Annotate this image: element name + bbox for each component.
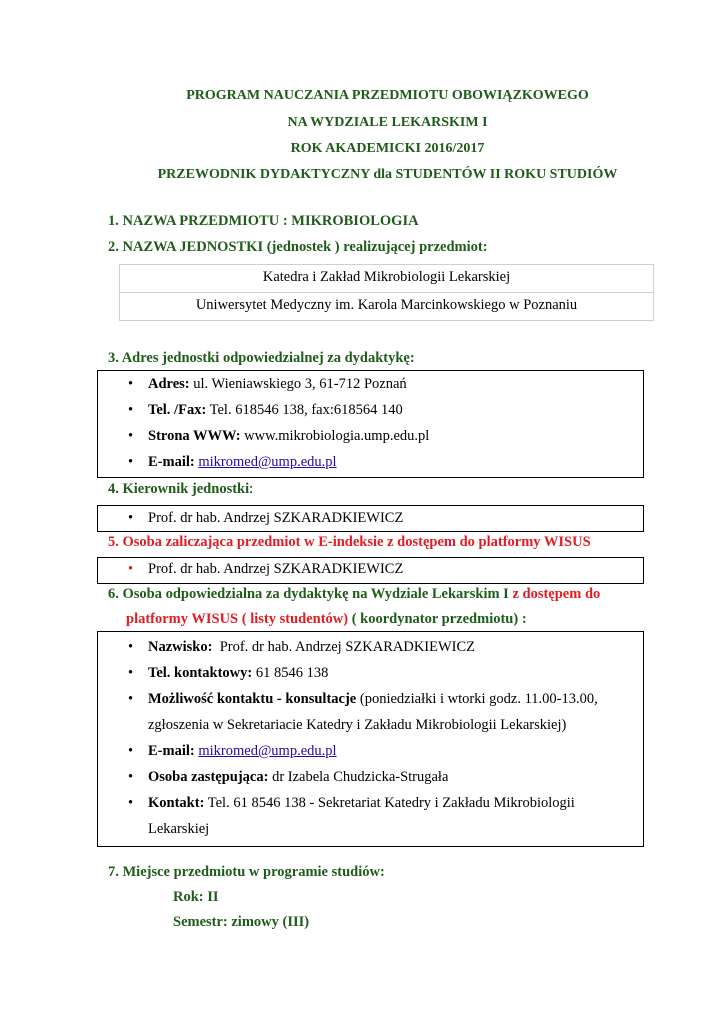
www-label: Strona WWW: bbox=[148, 428, 241, 444]
section-4-heading: 4. Kierownik jednostki: bbox=[108, 481, 254, 497]
head-person-item bbox=[98, 510, 643, 527]
email-label: E-mail: bbox=[148, 454, 195, 470]
section-3-heading: 3. Adres jednostki odpowiedzialnej za dydaktykę: bbox=[108, 350, 415, 366]
bullet-icon: • bbox=[128, 402, 134, 418]
coordinator-consult-label: Możliwość kontaktu - konsultacje bbox=[148, 691, 357, 707]
section-6-heading-cont: platformy WISUS ( listy studentów) ( koordynator przedmiotu) : bbox=[126, 611, 527, 627]
tel-item bbox=[98, 402, 643, 428]
bullet-icon: • bbox=[128, 691, 134, 707]
section-6-heading: 6. Osoba odpowiedzialna za dydaktykę na Wydziale Lekarskim I z dostępem do bbox=[108, 586, 601, 602]
grading-person-item bbox=[98, 561, 643, 578]
head-box bbox=[97, 505, 644, 532]
bullet-icon: • bbox=[128, 795, 134, 811]
bullet-icon: • bbox=[128, 561, 134, 577]
coordinator-contact-label: Kontakt: bbox=[148, 795, 205, 811]
bullet-icon: • bbox=[128, 454, 134, 470]
grading-box bbox=[97, 557, 644, 584]
coordinator-consult-item bbox=[98, 689, 643, 741]
bullet-icon: • bbox=[128, 769, 134, 785]
doc-title-line3: ROK AKADEMICKI 2016/2017 bbox=[290, 141, 485, 156]
coordinator-contact-line2: Lekarskiej bbox=[148, 821, 210, 837]
coordinator-name: Prof. dr hab. Andrzej SZKARADKIEWICZ bbox=[212, 639, 476, 655]
coordinator-name-label: Nazwisko: bbox=[148, 639, 213, 655]
unit-row-university: Uniwersytet Medyczny im. Karola Marcinkowskiego w Poznaniu bbox=[195, 297, 578, 313]
grading-person: Prof. dr hab. Andrzej SZKARADKIEWICZ bbox=[148, 561, 404, 577]
www-item bbox=[98, 428, 643, 454]
coordinator-consult-line2: zgłoszenia w Sekretariacie Katedry i Zakładu Mikrobiologii Lekarskiej) bbox=[148, 717, 567, 733]
section-2-heading: 2. NAZWA JEDNOSTKI (jednostek ) realizującej przedmiot: bbox=[108, 239, 488, 255]
www-value: www.mikrobiologia.ump.edu.pl bbox=[240, 428, 430, 444]
coordinator-deputy-item bbox=[98, 767, 643, 793]
coordinator-contact: Tel. 61 8546 138 - Sekretariat Katedry i Zakładu Mikrobiologii bbox=[204, 795, 575, 811]
coordinator-phone-label: Tel. kontaktowy: bbox=[148, 665, 253, 681]
address-item bbox=[98, 376, 643, 402]
address-label: Adres: bbox=[148, 376, 190, 392]
doc-title-line2: NA WYDZIALE LEKARSKIM I bbox=[287, 115, 488, 130]
doc-title-line1: PROGRAM NAUCZANIA PRZEDMIOTU OBOWIĄZKOWEGO bbox=[186, 88, 589, 103]
coordinator-email-label: E-mail: bbox=[148, 743, 195, 759]
section-5-heading: 5. Osoba zaliczająca przedmiot w E-indeksie z dostępem do platformy WISUS bbox=[108, 534, 591, 550]
bullet-icon: • bbox=[128, 665, 134, 681]
tel-value: Tel. 618546 138, fax:618564 140 bbox=[206, 402, 403, 418]
address-value: ul. Wieniawskiego 3, 61-712 Poznań bbox=[189, 376, 407, 392]
coordinator-contact-item bbox=[98, 793, 643, 845]
bullet-icon: • bbox=[128, 376, 134, 392]
address-box bbox=[97, 370, 644, 478]
bullet-icon: • bbox=[128, 639, 134, 655]
coordinator-consult: (poniedziałki i wtorki godz. 11.00-13.00, bbox=[356, 691, 598, 707]
section-7-heading: 7. Miejsce przedmiotu w programie studiów: bbox=[108, 864, 385, 880]
coordinator-email-item bbox=[98, 741, 643, 767]
tel-label: Tel. /Fax: bbox=[148, 402, 207, 418]
unit-table bbox=[119, 264, 654, 320]
study-year: Rok: II bbox=[173, 889, 219, 905]
coordinator-name-item bbox=[98, 637, 643, 663]
coordinator-deputy-label: Osoba zastępująca: bbox=[148, 769, 269, 785]
coordinator-deputy: dr Izabela Chudzicka-Strugała bbox=[268, 769, 449, 785]
bullet-icon: • bbox=[128, 510, 134, 526]
bullet-icon: • bbox=[128, 743, 134, 759]
section-1-heading: 1. NAZWA PRZEDMIOTU : MIKROBIOLOGIA bbox=[108, 213, 419, 229]
study-semester: Semestr: zimowy (III) bbox=[173, 914, 310, 930]
coordinator-email-link[interactable]: mikromed@ump.edu.pl bbox=[198, 743, 337, 759]
bullet-icon: • bbox=[128, 428, 134, 444]
unit-row-department: Katedra i Zakład Mikrobiologii Lekarskiej bbox=[262, 269, 511, 285]
email-item bbox=[98, 454, 643, 480]
coordinator-box bbox=[97, 631, 644, 847]
doc-title-line4: PRZEWODNIK DYDAKTYCZNY dla STUDENTÓW II ROKU STUDIÓW bbox=[157, 167, 618, 182]
coordinator-phone: 61 8546 138 bbox=[252, 665, 329, 681]
email-link[interactable]: mikromed@ump.edu.pl bbox=[198, 454, 337, 470]
coordinator-phone-item bbox=[98, 663, 643, 689]
head-person: Prof. dr hab. Andrzej SZKARADKIEWICZ bbox=[148, 510, 404, 526]
